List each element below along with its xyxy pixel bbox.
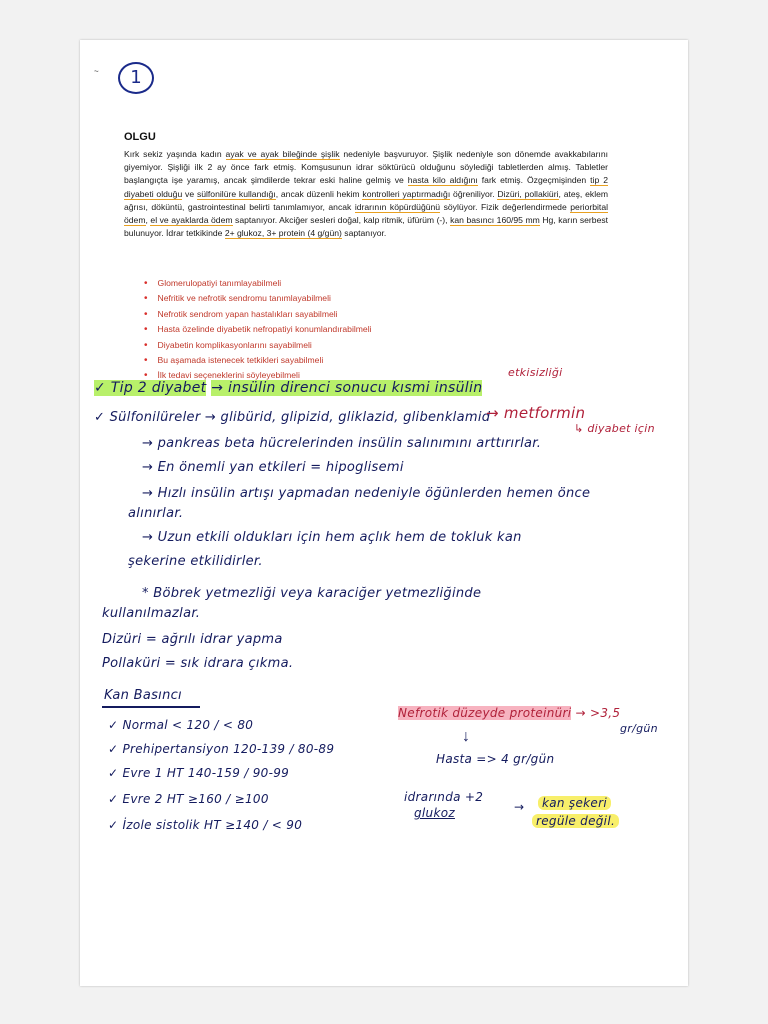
note-nephrotic-unit: gr/gün <box>620 722 658 735</box>
note-line: → pankreas beta hücrelerinden insülin salınımını arttırırlar. <box>142 436 542 451</box>
note-line: alınırlar. <box>128 506 184 521</box>
case-text-segment: Kırk sekiz yaşında kadın <box>124 149 222 159</box>
arrow-down-icon: ↓ <box>462 728 470 745</box>
note-line: → Hızlı insülin artışı yapmadan nedeniyle öğünlerden hemen önce <box>142 486 591 501</box>
note-bp-title: Kan Basıncı <box>104 688 182 703</box>
note-blood-sugar <box>538 796 611 810</box>
note-dysuria: Dizüri = ağrılı idrar yapma <box>102 632 283 647</box>
note-bp-row: ✓ Evre 2 HT ≥160 / ≥100 <box>108 792 269 806</box>
note-line: kullanılmazlar. <box>102 606 201 621</box>
objective-item: • İlk tedavi seçeneklerini söyleyebilmeli <box>144 368 372 383</box>
highlighted-phrase: idrarının köpürdüğünü <box>354 201 441 212</box>
note-urine-glucose: idrarında +2 <box>404 790 484 804</box>
note-bp-row: ✓ Evre 1 HT 140-159 / 90-99 <box>108 766 290 780</box>
case-title: OLGU <box>124 131 156 143</box>
case-text-segment: fark etmiş. Özgeçmişinden <box>481 175 587 186</box>
note-blood-sugar-line2 <box>532 814 619 828</box>
note-blood-sugar-1: kan şekeri <box>538 796 611 810</box>
case-text-segment: ve <box>185 188 195 199</box>
highlighted-phrase: el ve ayaklarda ödem <box>150 215 233 226</box>
case-text-segment: , ancak düzenli hekim <box>275 188 360 199</box>
case-text-segment: Hg, karın serbest bulunuyor. İdrar tetkikinde <box>124 215 609 239</box>
note-urine-glucose-2: glukoz <box>414 806 455 820</box>
arrow-right-icon: → <box>514 800 525 814</box>
case-text-segment: öğreniliyor. <box>453 188 495 199</box>
highlighted-phrase: sülfonilüre kullandığı <box>196 188 276 199</box>
learning-objectives-list <box>144 276 372 384</box>
note-nephrotic-label: Nefrotik düzeyde proteinüri <box>398 706 572 720</box>
note-nephrotic <box>398 706 620 720</box>
highlighted-phrase: tip 2 diyabeti olduğu <box>124 175 608 199</box>
case-text <box>124 148 608 240</box>
note-metformin-sub: ↳ diyabet için <box>574 422 655 435</box>
note-line: şekerine etkilidirler. <box>128 554 263 569</box>
highlighted-phrase: periorbital ödem <box>124 201 609 226</box>
highlighted-phrase: 2+ glukoz, 3+ protein (4 g/gün) <box>224 228 342 239</box>
note-metformin: → metformin <box>486 404 586 422</box>
note-tip2-text: → insülin direnci sonucu kısmi insülin <box>211 380 483 396</box>
case-text-segment: nedeniyle başvuruyor. Şişlik nedeniyle son dönemde avakkabılarını giyemiyor. Şişliği ilk 2 ay önce fark etmiş. Komşusunun idrar söktürücü olduğunu söylediği tabletlerden almış. Tabletler başlangıçta işe yaramış, ancak şimdilerde tekrar eski haline gelmiş ve <box>124 149 608 186</box>
objective-item: • Hasta özelinde diyabetik nefropatiyi konumlandırabilmeli <box>144 322 372 337</box>
note-line: → Uzun etkili oldukları için hem açlık hem de tokluk kan <box>142 530 522 545</box>
note-tip2-label: ✓ Tip 2 diyabet <box>94 380 207 396</box>
note-bp-row: ✓ Prehipertansiyon 120-139 / 80-89 <box>108 742 335 756</box>
case-text-segment: saptanıyor. <box>344 228 387 239</box>
objective-item: • Diyabetin komplikasyonlarını sayabilmeli <box>144 338 372 353</box>
objective-item: • Nefrotik sendrom yapan hastalıkları sayabilmeli <box>144 307 372 322</box>
objective-item: • Bu aşamada istenecek tetkikleri sayabilmeli <box>144 353 372 368</box>
objective-item: • Nefritik ve nefrotik sendromu tanımlayabilmeli <box>144 291 372 306</box>
highlighted-phrase: kontrolleri yaptırmadığı <box>362 188 451 199</box>
note-tip2-line <box>94 380 482 396</box>
note-tip2-annotation: etkisizliği <box>508 366 563 379</box>
note-bp-row: ✓ Normal < 120 / < 80 <box>108 718 254 732</box>
note-line: * Böbrek yetmezliği veya karaciğer yetmezliğinde <box>142 586 482 601</box>
highlighted-phrase: Dizüri, pollakiüri <box>497 188 559 199</box>
note-sulfonylurea-line: ✓ Sülfonilüreler → glibürid, glipizid, gliklazid, glibenklamid <box>94 410 491 425</box>
note-blood-sugar-2: regüle değil. <box>532 814 619 828</box>
note-bp-row: ✓ İzole sistolik HT ≥140 / < 90 <box>108 818 303 832</box>
bp-title-underline <box>102 706 200 708</box>
highlighted-phrase: ayak ve ayak bileğinde şişlik <box>225 149 340 159</box>
highlighted-phrase: hasta kilo aldığını <box>407 175 478 186</box>
page-mark: ~ <box>94 67 99 76</box>
highlighted-phrase: kan basıncı 160/95 mm <box>450 215 540 226</box>
case-text-segment: , ateş, eklem ağrısı, döküntü, gastrointestinal belirti tanımlamıyor, ancak <box>124 188 609 212</box>
note-nephrotic-value: → >3,5 <box>575 706 621 720</box>
page-number-circle: 1 <box>118 62 154 94</box>
case-text-segment: söylüyor. Fizik değerlendirmede <box>443 201 567 212</box>
case-text-segment: saptanıyor. Akciğer sesleri doğal, kalp ritmik, üfürüm (-), <box>235 215 448 226</box>
objective-item: • Glomerulopatiyi tanımlayabilmeli <box>144 276 372 291</box>
note-line: → En önemli yan etkileri = hipoglisemi <box>142 460 404 475</box>
case-text-segment: , <box>145 215 148 226</box>
note-patient-protein: Hasta => 4 gr/gün <box>436 752 555 766</box>
note-pollakiuria: Pollaküri = sık idrara çıkma. <box>102 656 294 671</box>
